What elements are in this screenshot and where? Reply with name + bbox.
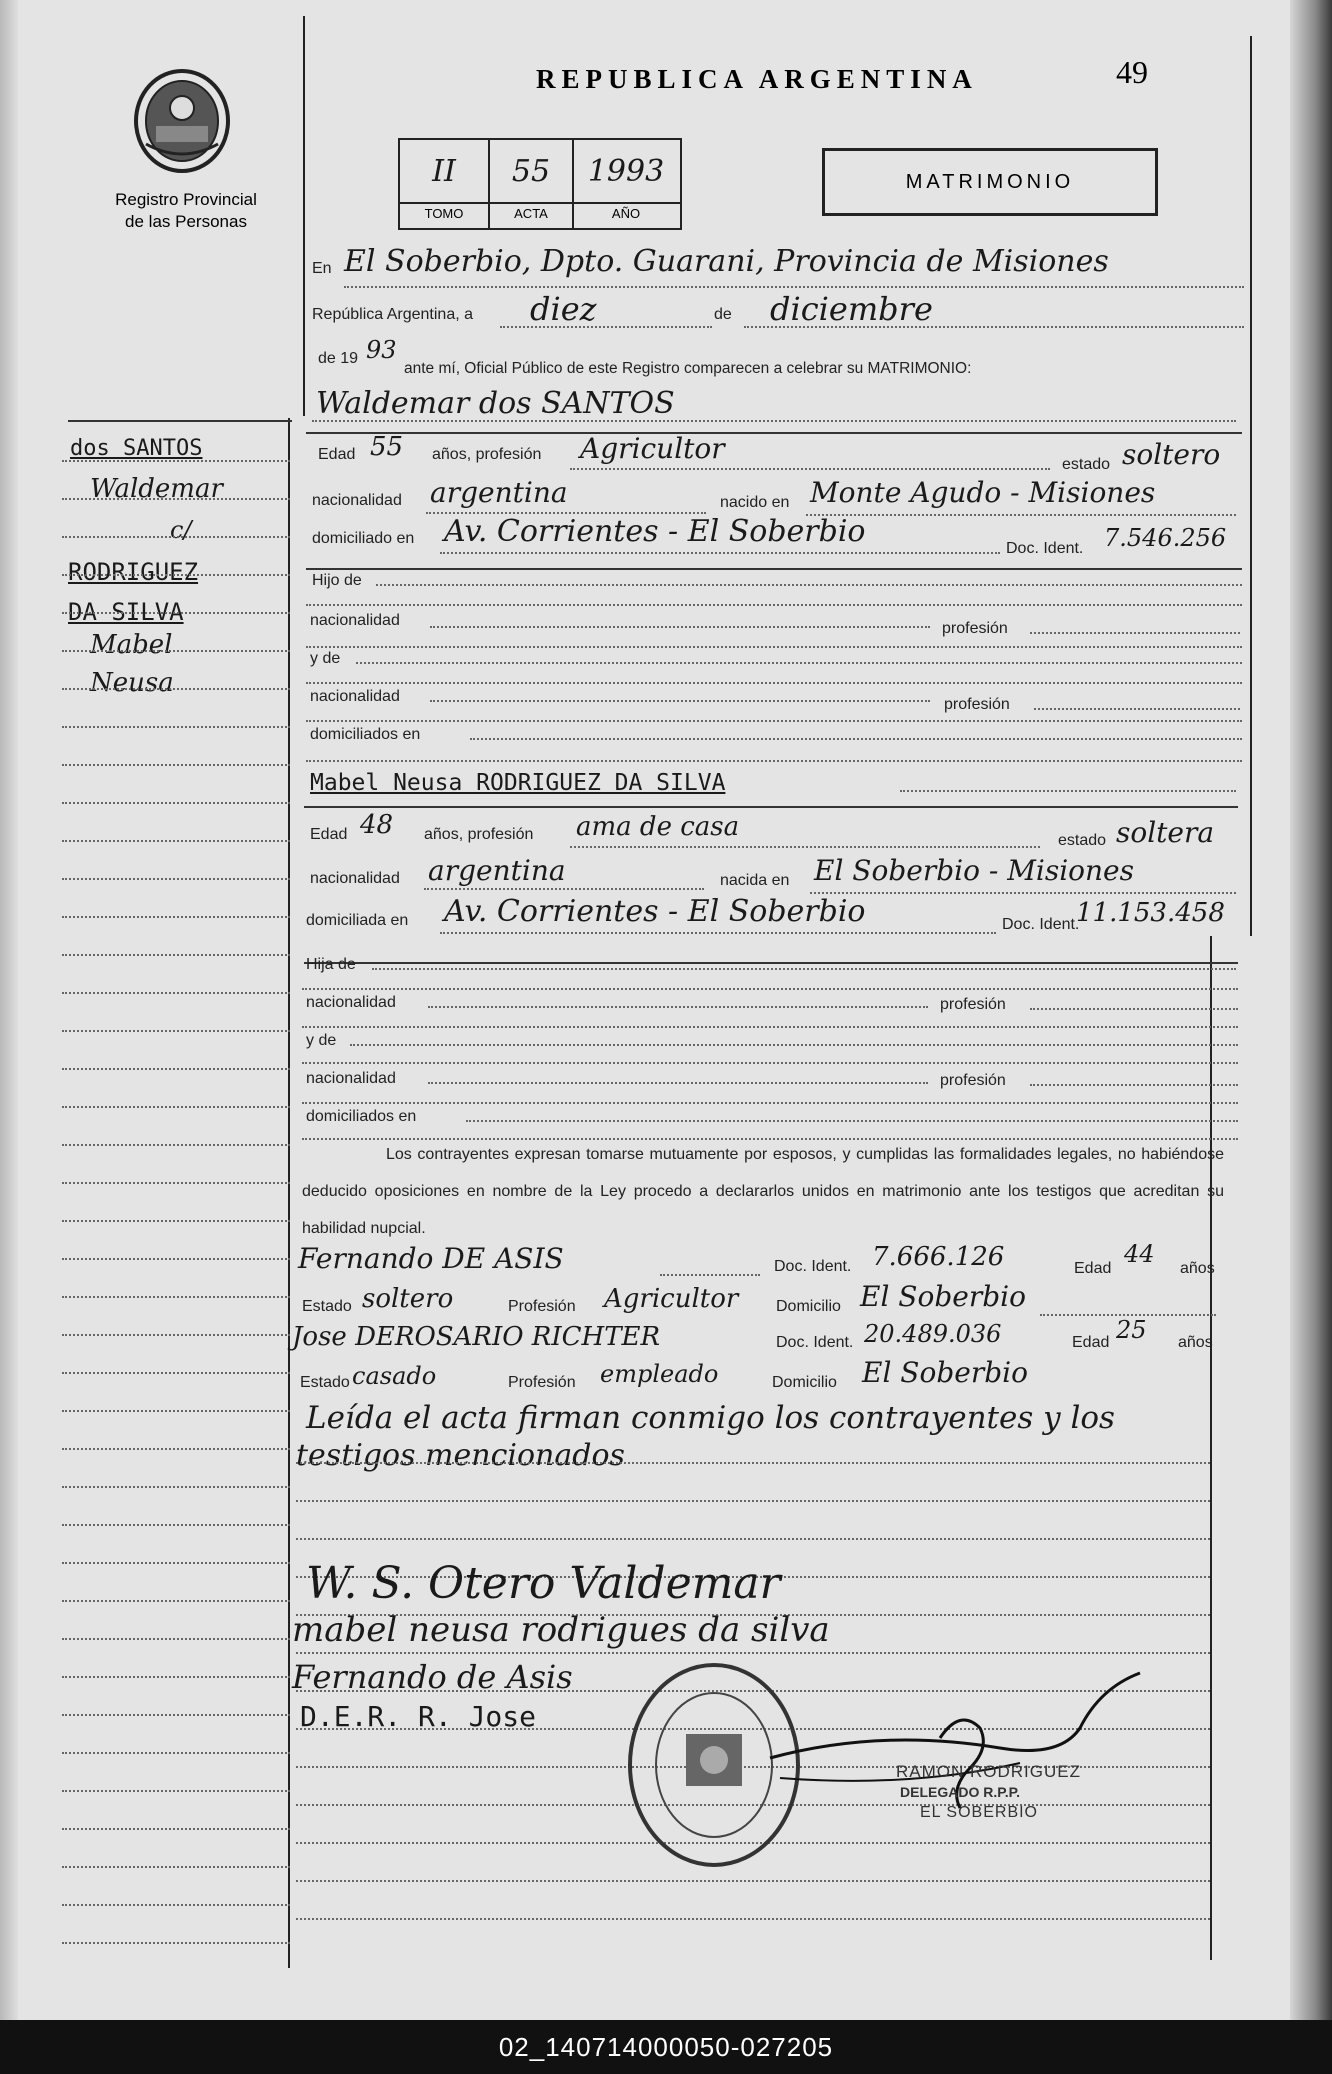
witness1-estado-label: Estado — [302, 1298, 352, 1315]
margin-rule-line — [62, 460, 290, 462]
witness1-name: Fernando DE ASIS — [298, 1242, 564, 1275]
groom-estado-label: estado — [1062, 456, 1111, 473]
bride-hija-label: Hija de — [306, 956, 356, 973]
margin-bride-surname1: RODRIGUEZ — [68, 558, 199, 586]
margin-rule-line — [62, 1182, 290, 1184]
witness1-doc: 7.666.126 — [872, 1242, 1005, 1272]
bride-domiciliada-label: domiciliada en — [306, 912, 409, 929]
margin-rule-line — [62, 1524, 290, 1526]
witness1-status: soltero — [362, 1284, 454, 1314]
margin-rule-line — [62, 1486, 290, 1488]
marriage-day: diez — [530, 290, 597, 328]
margin-bride-surname2: DA SILVA — [68, 598, 184, 626]
bride-father-profesion-label: profesión — [940, 996, 1006, 1013]
margin-rule-line — [62, 1638, 290, 1640]
margin-rule-line — [62, 1296, 290, 1298]
margin-rule-line — [62, 764, 290, 766]
witness2-status: casado — [352, 1362, 437, 1390]
margin-rule-line — [62, 1600, 290, 1602]
groom-doc: 7.546.256 — [1104, 524, 1227, 552]
groom-nacionalidad-label: nacionalidad — [312, 492, 402, 509]
margin-column-divider — [303, 16, 305, 416]
witness1-domicile: El Soberbio — [860, 1280, 1026, 1313]
margin-rule-line — [62, 840, 290, 842]
witness2-doc: 20.489.036 — [864, 1320, 1002, 1348]
groom-profesion-label: años, profesión — [432, 446, 542, 463]
groom-status: soltero — [1122, 438, 1221, 471]
witness2-edad-label: Edad — [1072, 1334, 1110, 1351]
margin-top-rule — [68, 420, 292, 422]
groom-parents-domiciliados-label: domiciliados en — [310, 726, 421, 743]
margin-rule-line — [62, 954, 290, 956]
margin-rule-line — [62, 916, 290, 918]
margin-rule-line — [62, 992, 290, 994]
bride-doc-label: Doc. Ident. — [1002, 916, 1080, 933]
margin-rule-line — [62, 1068, 290, 1070]
declaration-text: Los contrayentes expresan tomarse mutuamente por esposos, y cumplidas las formalidades legales, no habiéndose deducido oposiciones en nombre de la Ley procedo a declararlos unidos en matrimonio ante los testigos que acreditan su habilidad nupcial. — [302, 1146, 1224, 1237]
margin-rule-line — [62, 1334, 290, 1336]
margin-conjunction: c/ — [170, 516, 192, 544]
groom-father-nacionalidad-label: nacionalidad — [310, 612, 400, 629]
margin-rule-line — [62, 536, 290, 538]
margin-rule-line — [62, 650, 290, 652]
acta-label: ACTA — [514, 206, 548, 221]
groom-name: Waldemar dos SANTOS — [316, 386, 675, 421]
label-year-prefix: de 19 — [318, 350, 359, 367]
margin-rule-line — [62, 498, 290, 500]
margin-rule-line — [62, 1790, 290, 1792]
right-border — [1250, 36, 1252, 936]
groom-domiciliado-label: domiciliado en — [312, 530, 415, 547]
margin-rule-line — [62, 688, 290, 690]
bride-estado-label: estado — [1058, 832, 1107, 849]
bride-name: Mabel Neusa RODRIGUEZ DA SILVA — [310, 770, 726, 796]
bride-age: 48 — [360, 810, 394, 840]
witness2-doc-label: Doc. Ident. — [776, 1334, 854, 1351]
marriage-month: diciembre — [770, 290, 933, 328]
groom-doc-label: Doc. Ident. — [1006, 540, 1084, 557]
witness2-estado-label: Estado — [300, 1374, 350, 1391]
margin-rule-line — [62, 1258, 290, 1260]
margin-rule-line — [62, 1904, 290, 1906]
margin-bride-name2: Neusa — [90, 668, 174, 698]
margin-rule-line — [62, 726, 290, 728]
witness2-anos-label: años — [1178, 1334, 1213, 1351]
witness1-anos-label: años — [1180, 1260, 1215, 1277]
body-rule-line — [296, 1652, 1210, 1654]
groom-address: Av. Corrientes - El Soberbio — [444, 514, 866, 549]
closing-line2: testigos mencionados — [296, 1438, 625, 1473]
document-type: MATRIMONIO — [905, 171, 1075, 193]
witness2-signature: D.E.R. R. Jose — [300, 1700, 537, 1733]
witness2-name: Jose DEROSARIO RICHTER — [292, 1322, 661, 1352]
country-title: REPUBLICA ARGENTINA — [536, 64, 978, 94]
bride-profesion-label: años, profesión — [424, 826, 534, 843]
groom-age: 55 — [370, 432, 404, 462]
acta-value: 55 — [511, 154, 551, 189]
record-number-box — [398, 138, 682, 230]
witness2-profesion-label: Profesión — [508, 1374, 576, 1391]
book-spine — [0, 0, 18, 2020]
registry-name-line2: de las Personas — [125, 212, 247, 231]
body-rule-line — [296, 1918, 1210, 1920]
groom-profession: Agricultor — [580, 432, 725, 465]
tomo-value: II — [432, 154, 456, 189]
witness2-domicile: El Soberbio — [862, 1356, 1028, 1389]
groom-mother-nacionalidad-label: nacionalidad — [310, 688, 400, 705]
bride-birthplace: El Soberbio - Misiones — [814, 854, 1134, 887]
marriage-place: El Soberbio, Dpto. Guarani, Provincia de Misiones — [344, 244, 1109, 279]
bride-nacida-label: nacida en — [720, 872, 790, 889]
bride-profession: ama de casa — [576, 812, 740, 842]
groom-signature: W. S. Otero Valdemar — [306, 1558, 781, 1609]
margin-rule-line — [62, 574, 290, 576]
bride-nationality: argentina — [428, 854, 566, 887]
witness1-edad-label: Edad — [1074, 1260, 1112, 1277]
margin-rule-line — [62, 1372, 290, 1374]
witness1-domicilio-label: Domicilio — [776, 1298, 841, 1315]
margin-rule-line — [62, 802, 290, 804]
groom-nacido-label: nacido en — [720, 494, 790, 511]
bride-nacionalidad-label: nacionalidad — [310, 870, 400, 887]
witness2-domicilio-label: Domicilio — [772, 1374, 837, 1391]
margin-given-name: Waldemar — [90, 474, 223, 504]
margin-rule-line — [62, 1866, 290, 1868]
margin-rule-line — [62, 878, 290, 880]
intro-statement: ante mí, Oficial Público de este Registro comparecen a celebrar su MATRIMONIO: — [404, 360, 972, 377]
bride-edad-label: Edad — [310, 826, 348, 843]
witness1-doc-label: Doc. Ident. — [774, 1258, 852, 1275]
label-republica: República Argentina, a — [312, 306, 473, 323]
groom-nationality: argentina — [430, 476, 568, 509]
margin-rule-line — [62, 1676, 290, 1678]
tomo-label: TOMO — [424, 206, 464, 221]
witness2-profession: empleado — [600, 1360, 719, 1388]
witness1-profesion-label: Profesión — [508, 1298, 576, 1315]
witness1-signature: Fernando de Asis — [292, 1658, 573, 1696]
label-en: En — [312, 260, 332, 277]
groom-birthplace: Monte Agudo - Misiones — [810, 476, 1156, 509]
page-number: 49 — [1116, 54, 1148, 90]
margin-rule-line — [62, 1942, 290, 1944]
provincial-emblem — [132, 66, 232, 176]
groom-edad-label: Edad — [318, 446, 356, 463]
margin-rule-line — [62, 1144, 290, 1146]
witness2-age: 25 — [1116, 1316, 1147, 1344]
label-de-month: de — [714, 306, 732, 323]
margin-surname: dos SANTOS — [70, 436, 203, 461]
groom-mother-profesion-label: profesión — [944, 696, 1010, 713]
margin-rule-line — [62, 1562, 290, 1564]
closing-line1: Leída el acta firman conmigo los contrayentes y los — [306, 1400, 1115, 1436]
bride-status: soltera — [1116, 816, 1215, 849]
groom-y-de-label: y de — [310, 650, 341, 667]
margin-rule-line — [62, 1106, 290, 1108]
anio-label: AÑO — [611, 206, 641, 221]
margin-rule-line — [62, 1714, 290, 1716]
margin-rule-line — [62, 1828, 290, 1830]
groom-hijo-label: Hijo de — [312, 572, 362, 589]
anio-value: 1993 — [587, 154, 665, 189]
right-border-lower — [1210, 936, 1212, 1960]
body-rule-line — [296, 1500, 1210, 1502]
margin-rule-line — [62, 1752, 290, 1754]
margin-rule-line — [62, 612, 290, 614]
body-rule-line — [296, 1538, 1210, 1540]
image-id-footer: 02_140714000050-027205 — [0, 2020, 1332, 2074]
bride-doc: 11.153.458 — [1076, 898, 1225, 928]
bride-parents-domiciliados-label: domiciliados en — [306, 1108, 417, 1125]
marriage-year-suffix: 93 — [366, 336, 397, 364]
margin-rule-line — [62, 1410, 290, 1412]
witness1-age: 44 — [1124, 1240, 1155, 1268]
bride-mother-profesion-label: profesión — [940, 1072, 1006, 1089]
margin-rule-line — [62, 1448, 290, 1450]
document-type-box — [822, 148, 1158, 216]
bride-signature: mabel neusa rodrigues da silva — [292, 1610, 830, 1650]
witness1-profession: Agricultor — [604, 1284, 739, 1314]
page-edge — [1290, 0, 1332, 2020]
official-place: EL SOBERBIO — [920, 1804, 1038, 1821]
official-title: DELEGADO R.P.P. — [900, 1784, 1021, 1800]
bride-father-nacionalidad-label: nacionalidad — [306, 994, 396, 1011]
bride-address: Av. Corrientes - El Soberbio — [444, 894, 866, 929]
body-rule-line — [296, 1462, 1210, 1464]
bride-y-de-label: y de — [306, 1032, 337, 1049]
margin-bride-name1: Mabel — [90, 630, 173, 660]
margin-rule-line — [62, 1030, 290, 1032]
body-rule-line — [296, 1880, 1210, 1882]
official-name: RAMON RODRIGUEZ — [896, 1762, 1081, 1781]
groom-father-profesion-label: profesión — [942, 620, 1008, 637]
bride-mother-nacionalidad-label: nacionalidad — [306, 1070, 396, 1087]
margin-rule-line — [62, 1220, 290, 1222]
registry-name-line1: Registro Provincial — [115, 190, 257, 209]
